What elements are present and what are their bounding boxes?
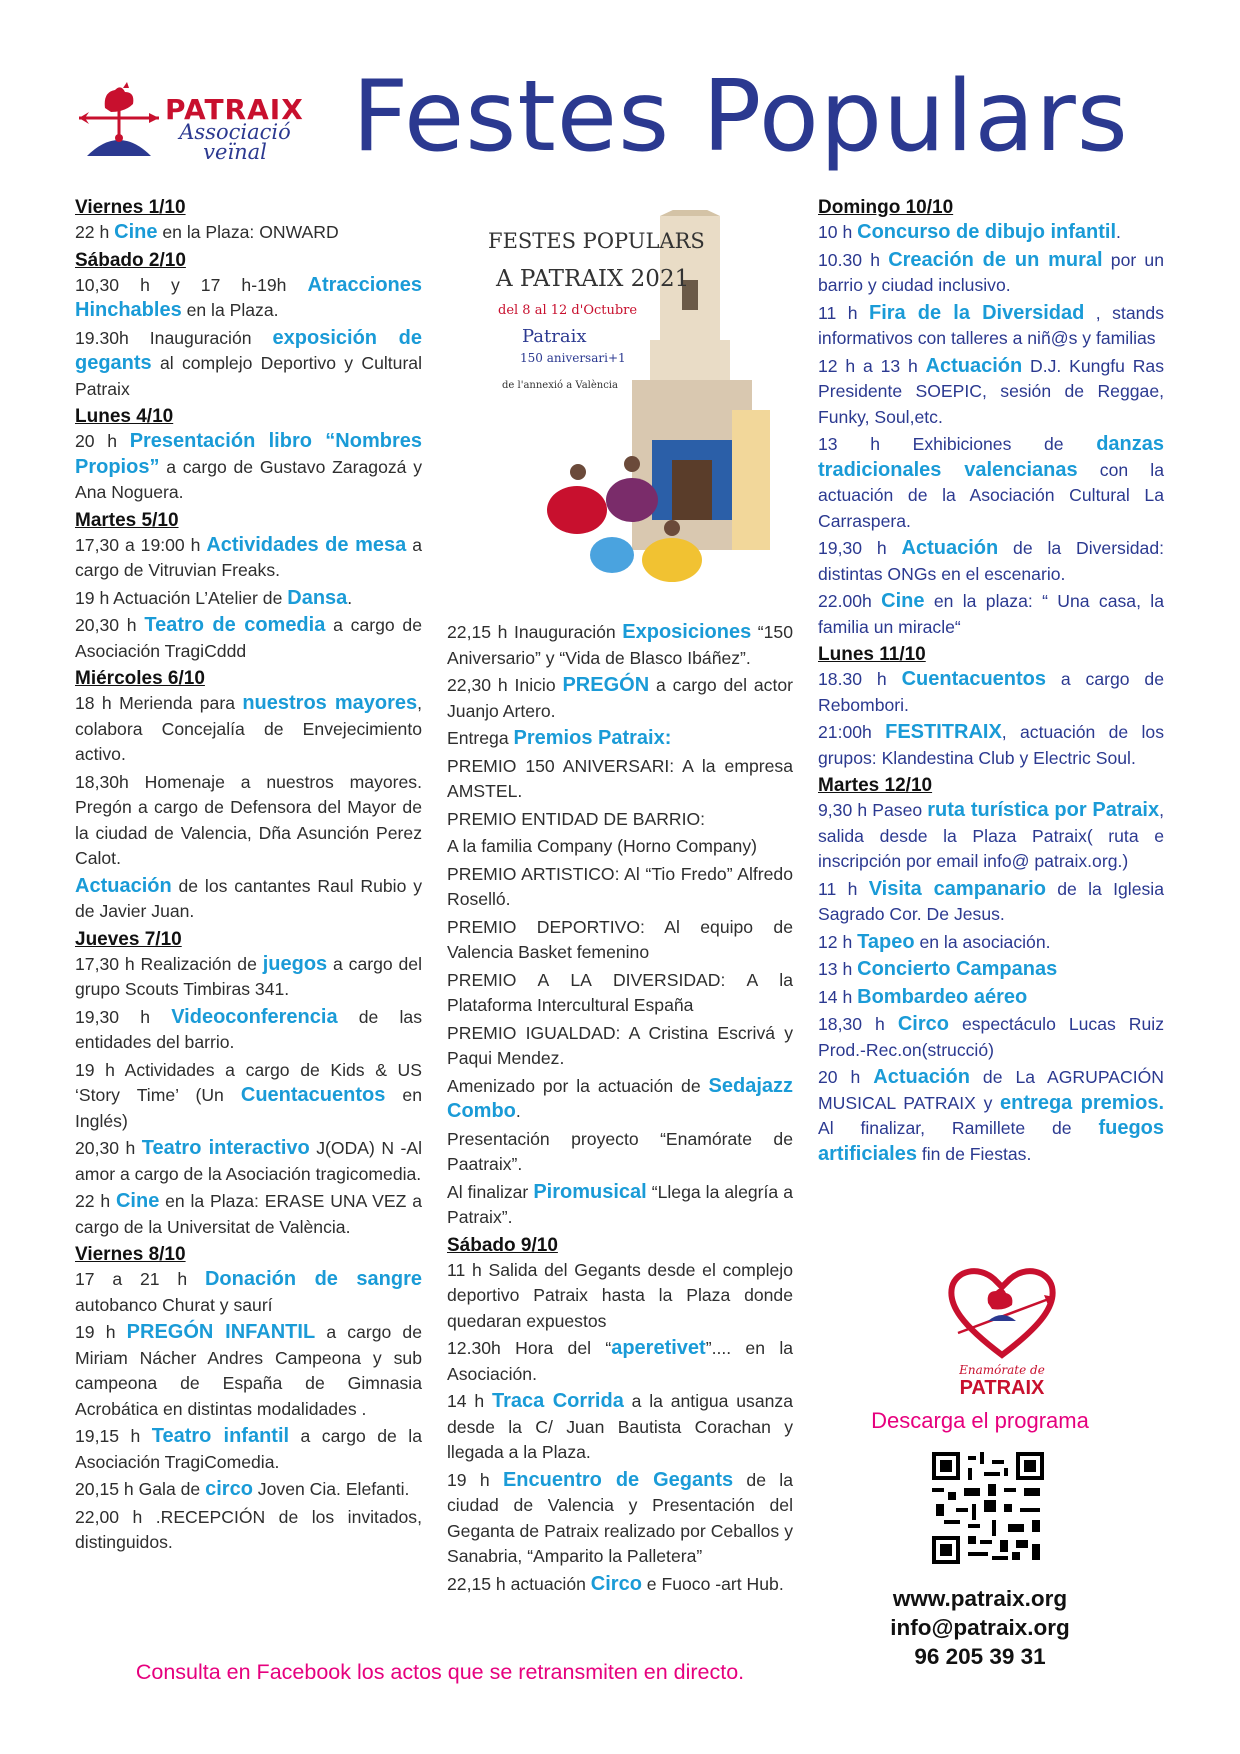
event-highlight: Actuación	[75, 874, 172, 897]
download-program-text: Descarga el programa	[871, 1408, 1089, 1433]
event-highlight: exposición de gegants	[75, 326, 422, 374]
event-text: Al finalizar	[447, 1181, 534, 1202]
event-text: 17 a 21 h	[75, 1269, 205, 1289]
event-item	[818, 957, 1164, 983]
contact-info	[860, 1584, 1100, 1671]
day-heading: Martes 5/10	[75, 509, 179, 531]
event-item	[75, 952, 422, 1003]
event-text: en la Plaza.	[181, 300, 279, 320]
event-item	[818, 667, 1164, 718]
event-highlight: Actuación	[873, 1066, 970, 1088]
event-text: 14 h	[818, 986, 858, 1007]
event-highlight: PREGÓN	[562, 674, 650, 696]
event-highlight: juegos	[262, 952, 328, 975]
event-item	[818, 432, 1164, 534]
event-item	[447, 754, 793, 805]
event-text: 10 h	[818, 222, 858, 242]
event-item	[447, 968, 793, 1019]
event-highlight: Cine	[115, 1190, 160, 1212]
event-item	[818, 220, 1164, 246]
event-item	[75, 691, 422, 768]
event-item	[447, 834, 793, 860]
event-text: 19.30h Inauguración	[75, 327, 273, 348]
event-highlight: Dansa	[287, 586, 348, 609]
event-item	[75, 770, 422, 872]
event-text: 17,30 h Realización de	[75, 953, 263, 974]
event-text: de los cantantes Raul Rubio y de Javier Juan.	[75, 875, 422, 921]
event-text: .	[1116, 222, 1121, 242]
event-text: a cargo de Gustavo Zaragozá y Ana Noguera.	[75, 456, 422, 502]
event-highlight: Cuentacuentos	[240, 1084, 386, 1106]
event-highlight: Circo	[897, 1013, 949, 1035]
event-text: espectáculo Lucas Ruiz Prod.-Rec.on(strucció)	[818, 1014, 1164, 1060]
event-highlight: entrega premios.	[1000, 1091, 1164, 1114]
event-item	[818, 301, 1164, 352]
event-item	[447, 726, 793, 752]
event-text: de la ciudad de Valencia y Presentación del Geganta de Patraix realizado por Ceballos y Sanabria, “Amparito la Palletera”	[447, 1469, 793, 1566]
logo-subtitle-line2: veïnal	[203, 140, 267, 164]
event-text: 19 h	[447, 1469, 503, 1490]
event-text: Presentación proyecto “Enamórate de Paatraix”.	[447, 1128, 793, 1174]
logo-subtitle	[165, 122, 305, 162]
day-heading: Lunes 11/10	[818, 644, 926, 665]
facebook-notice: Consulta en Facebook los actos que se retransmiten en directo.	[135, 1660, 745, 1684]
event-highlight: danzas tradicionales valencianas	[818, 433, 1164, 481]
event-text: 20,30 h	[75, 1138, 142, 1158]
event-highlight: Premios Patraix:	[513, 727, 672, 749]
rooster-weathervane-icon	[75, 78, 163, 170]
event-text: .	[347, 587, 353, 608]
qr-code-icon[interactable]	[932, 1452, 1044, 1564]
poster-dates: del 8 al 12 d'Octubre	[498, 303, 638, 318]
day-heading: Miércoles 6/10	[75, 668, 205, 689]
event-item	[818, 1012, 1164, 1063]
event-text: , actuación de los grupos: Klandestina Club y Electric Soul.	[818, 722, 1164, 768]
event-text: 18 h Merienda para	[75, 693, 243, 713]
event-highlight: Donación de sangre	[204, 1268, 422, 1290]
day-heading: Viernes 8/10	[75, 1244, 186, 1265]
event-text: 11 h	[818, 878, 869, 899]
event-text: Joven Cia. Elefanti.	[252, 1479, 410, 1499]
heart-caption: Enamórate de	[959, 1363, 1045, 1377]
event-highlight: Teatro de comedia	[144, 614, 326, 636]
program-column-1	[75, 193, 422, 1558]
event-highlight: ruta turística por Patraix	[927, 799, 1160, 821]
event-text: 19 h Actividades a cargo de Kids & US ‘Story Time’ (Un	[75, 1059, 422, 1105]
event-text: a cargo del actor Juanjo Artero.	[447, 675, 793, 721]
event-item	[75, 1005, 422, 1056]
event-text: al complejo Deportivo y Cultural Patraix	[75, 353, 422, 399]
event-text: 18.30 h	[818, 669, 902, 689]
event-highlight: Tapeo	[857, 930, 915, 953]
event-text: .	[515, 1101, 521, 1121]
event-text: 11 h Salida del Gegants desde el complejo deportivo Patraix hasta la Plaza donde quedaran expuestos	[447, 1259, 793, 1331]
event-highlight: Traca Corrida	[491, 1390, 624, 1412]
event-text: 22.00h	[818, 591, 882, 611]
event-item	[818, 798, 1164, 875]
event-item	[75, 533, 422, 584]
event-highlight: FESTITRAIX	[885, 721, 1002, 743]
event-text: de la Diversidad: distintas ONGs en el escenario.	[818, 538, 1165, 584]
event-highlight: Exposiciones	[622, 621, 752, 643]
event-text: A la familia Company (Horno Company)	[447, 836, 757, 856]
poster-annex: de l'annexió a València	[502, 380, 618, 391]
event-highlight: fuegos artificiales	[818, 1117, 1164, 1165]
phone-number: 96 205 39 31	[914, 1644, 1046, 1669]
event-item	[447, 620, 793, 671]
day-heading: Sábado 2/10	[75, 249, 186, 271]
event-item	[75, 874, 422, 925]
event-text: por un barrio y ciudad inclusivo.	[818, 249, 1164, 295]
event-item	[447, 1127, 793, 1178]
event-text: 12 h	[818, 931, 858, 952]
event-item	[75, 220, 422, 246]
event-text: PREMIO A LA DIVERSIDAD: A la Plataforma Intercultural España	[447, 969, 793, 1015]
event-text: fin de Fiestas.	[916, 1143, 1032, 1164]
page-title: Festes Populars	[352, 60, 1129, 174]
day-heading: Viernes 1/10	[75, 197, 186, 218]
event-item	[447, 1336, 793, 1387]
event-text: 11 h	[818, 302, 869, 323]
event-highlight: Circo	[590, 1572, 642, 1595]
event-item	[447, 1572, 793, 1598]
event-item	[447, 915, 793, 966]
event-text: en la Plaza: ONWARD	[157, 222, 339, 242]
event-text: a cargo de Miriam Nácher Andres Campeona y sub campeona de España de Gimnasia Acrobática en distintas modalidades .	[75, 1322, 422, 1419]
event-highlight: PREGÓN INFANTIL	[126, 1321, 316, 1343]
event-highlight: circo	[205, 1478, 253, 1500]
event-item	[75, 1477, 422, 1503]
event-text: 19,30 h	[75, 1006, 172, 1027]
event-text: 20,30 h	[75, 615, 145, 635]
event-highlight: Visita campanario	[868, 877, 1046, 900]
event-highlight: Teatro interactivo	[141, 1137, 310, 1159]
day-heading: Lunes 4/10	[75, 406, 174, 427]
event-item	[75, 1505, 422, 1556]
event-text: J(ODA) N -Al amor a cargo de la Asociación tragicomedia.	[75, 1138, 423, 1184]
event-item	[75, 326, 422, 403]
event-text: ”.... en la Asociación.	[447, 1338, 794, 1384]
event-text: en Inglés)	[75, 1085, 422, 1131]
enamorate-logo	[942, 1263, 1062, 1398]
logo-name: PATRAIX	[165, 93, 304, 126]
event-text: 13 h Exhibiciones de	[818, 434, 1097, 454]
event-text: 19,30 h	[818, 538, 902, 558]
event-text: PREMIO DEPORTIVO: Al equipo de Valencia Basket femenino	[447, 916, 793, 962]
poster-title-2: A PATRAIX 2021	[496, 266, 690, 292]
event-text: Al finalizar, Ramillete de	[818, 1118, 1099, 1138]
event-text: PREMIO ARTISTICO: Al “Tio Fredo” Alfredo Roselló.	[447, 863, 793, 909]
event-text: Entrega	[447, 728, 514, 748]
event-item	[447, 1258, 793, 1335]
event-highlight: Teatro infantil	[151, 1425, 290, 1447]
event-highlight: Actuación	[925, 354, 1023, 377]
event-text: , salida desde la Plaza Patraix( ruta e inscripción por email info@ patraix.org.)	[818, 800, 1164, 871]
event-text: a la antigua usanza desde la C/ Juan Bautista Corachan y llegada a la Plaza.	[447, 1391, 793, 1462]
event-text: “Llega la alegría a Patraix”.	[447, 1181, 794, 1227]
event-text: en la Plaza: ERASE UNA VEZ a cargo de la Universitat de València.	[75, 1191, 422, 1237]
event-item	[447, 862, 793, 913]
event-text: 22,30 h Inicio	[447, 675, 563, 695]
event-text: 22,15 h Inauguración	[447, 622, 623, 642]
day-heading: Martes 12/10	[818, 775, 933, 796]
event-highlight: Presentación libro “Nombres Propios”	[75, 430, 422, 478]
event-text: 12 h a 13 h	[818, 355, 926, 376]
event-text: PREMIO 150 ANIVERSARI: A la empresa AMSTEL.	[447, 755, 793, 801]
event-highlight: Actuación	[901, 537, 999, 559]
event-highlight: Concurso de dibujo infantil	[857, 221, 1117, 243]
event-item	[818, 536, 1164, 587]
event-highlight: Actividades de mesa	[206, 533, 407, 556]
event-item	[447, 1180, 793, 1231]
email-link[interactable]: info@patraix.org	[890, 1615, 1070, 1640]
event-item	[75, 1267, 422, 1318]
event-text: a cargo del grupo Scouts Timbiras 341.	[75, 953, 422, 999]
day-heading: Jueves 7/10	[75, 928, 182, 950]
day-heading: Sábado 9/10	[447, 1234, 558, 1256]
event-text: Amenizado por la actuación de	[447, 1075, 709, 1096]
event-text: 22,15 h actuación	[447, 1573, 591, 1594]
event-highlight: Concierto Campanas	[857, 958, 1058, 980]
program-column-2	[447, 620, 793, 1599]
event-text: 21:00h	[818, 722, 886, 742]
event-item	[818, 589, 1164, 640]
event-item	[447, 1074, 793, 1125]
poster-place: Patraix	[522, 326, 587, 347]
event-highlight: nuestros mayores	[242, 692, 418, 714]
event-item	[75, 273, 422, 324]
event-item	[818, 354, 1164, 431]
event-item	[75, 1320, 422, 1422]
event-highlight: Cine	[881, 590, 925, 612]
event-text: a cargo de la Asociación TragiComedia.	[75, 1426, 422, 1472]
event-item	[447, 807, 793, 833]
event-text: 19 h	[75, 1322, 127, 1342]
event-highlight: aperetivet	[611, 1337, 706, 1359]
event-item	[75, 1136, 422, 1187]
event-text: PREMIO ENTIDAD DE BARRIO:	[447, 808, 706, 829]
event-highlight: Creación de un mural	[888, 248, 1103, 271]
event-text: 20,15 h Gala de	[75, 1479, 206, 1499]
event-highlight: Piromusical	[533, 1180, 647, 1203]
event-text: en la asociación.	[914, 931, 1051, 952]
event-item	[447, 673, 793, 724]
event-text: 22,00 h .RECEPCIÓN de los invitados, distinguidos.	[75, 1506, 422, 1552]
event-item	[818, 248, 1164, 299]
event-item	[818, 930, 1164, 956]
event-text: 22 h	[75, 222, 115, 242]
event-item	[75, 1189, 422, 1240]
event-highlight: Encuentro de Gegants	[502, 1468, 734, 1491]
logo-subtitle-line1: Associació	[179, 120, 291, 144]
event-text: 14 h	[447, 1391, 492, 1411]
event-text: 20 h	[818, 1067, 874, 1087]
patraix-logo	[75, 78, 315, 170]
event-text: “150 Aniversario” y “Vida de Blasco Ibáñez”.	[447, 622, 793, 668]
event-item	[818, 877, 1164, 928]
event-text: PREMIO IGUALDAD: A Cristina Escrivá y Paqui Mendez.	[447, 1022, 793, 1068]
event-highlight: Cuentacuentos	[901, 668, 1047, 690]
event-item	[818, 1065, 1164, 1167]
event-item	[447, 1021, 793, 1072]
event-highlight: Bombardeo aéreo	[857, 985, 1028, 1008]
event-item	[818, 720, 1164, 771]
event-item	[75, 586, 422, 612]
event-text: 19,15 h	[75, 1426, 152, 1446]
event-text: 18,30 h	[818, 1014, 898, 1034]
event-highlight: Fira de la Diversidad	[868, 301, 1085, 324]
event-text: autobanco Churat y saurí	[75, 1294, 273, 1315]
event-text: en la plaza: “ Una casa, la familia un miracle“	[818, 591, 1164, 637]
event-item	[447, 1468, 793, 1570]
event-text: a cargo de Asociación TragiCddd	[75, 615, 423, 661]
event-text: , stands informativos con talleres a niñ@s y familias	[818, 302, 1164, 348]
day-heading: Domingo 10/10	[818, 197, 954, 218]
event-text: 10,30 h y 17 h-19h	[75, 274, 308, 295]
event-text: 10.30 h	[818, 249, 889, 270]
event-item	[75, 613, 422, 664]
event-text: 9,30 h Paseo	[818, 800, 928, 820]
program-column-3	[818, 193, 1164, 1169]
event-item	[75, 429, 422, 506]
event-text: e Fuoco -art Hub.	[641, 1573, 784, 1594]
event-highlight: Videoconferencia	[171, 1005, 338, 1028]
event-highlight: Atracciones Hinchables	[75, 273, 422, 321]
event-item	[75, 1058, 422, 1135]
heart-name: PATRAIX	[959, 1377, 1045, 1399]
event-text: 12.30h Hora del “	[447, 1338, 612, 1358]
event-highlight: Sedajazz Combo	[447, 1074, 793, 1122]
event-text: , colabora Concejalía de Envejecimiento activo.	[75, 693, 422, 764]
heart-icon	[942, 1263, 1062, 1361]
poster-anniversary: 150 aniversari+1	[520, 351, 626, 365]
event-text: 19 h Actuación L’Atelier de	[75, 587, 288, 608]
event-text: 20 h	[75, 431, 130, 451]
festival-poster-image	[482, 210, 770, 615]
event-text: a cargo de Rebombori.	[818, 669, 1165, 715]
event-item	[818, 985, 1164, 1011]
event-item	[75, 1424, 422, 1475]
event-text: de las entidades del barrio.	[75, 1006, 423, 1052]
website-link[interactable]: www.patraix.org	[892, 1586, 1068, 1611]
event-text: a cargo de Vitruvian Freaks.	[75, 534, 422, 580]
event-text: de La AGRUPACIÓN MUSICAL PATRAIX y	[818, 1067, 1164, 1113]
event-text: 17,30 a 19:00 h	[75, 534, 207, 555]
event-text: 18,30h Homenaje a nuestros mayores. Pregón a cargo de Defensora del Mayor de la ciudad de Valencia, Dña Asunción Perez Calot.	[75, 771, 422, 868]
event-highlight: Cine	[114, 221, 158, 243]
event-text: D.J. Kungfu Ras Presidente SOEPIC, sesión de Reggae, Funky, Soul,etc.	[818, 355, 1164, 427]
event-item	[447, 1389, 793, 1466]
event-text: de la Iglesia Sagrado Cor. De Jesus.	[818, 878, 1164, 924]
event-text: 22 h	[75, 1191, 116, 1211]
event-text: con la actuación de la Asociación Cultural La Carraspera.	[818, 459, 1165, 531]
event-text: 13 h	[818, 959, 858, 979]
poster-title-1: FESTES POPULARS	[488, 229, 705, 253]
